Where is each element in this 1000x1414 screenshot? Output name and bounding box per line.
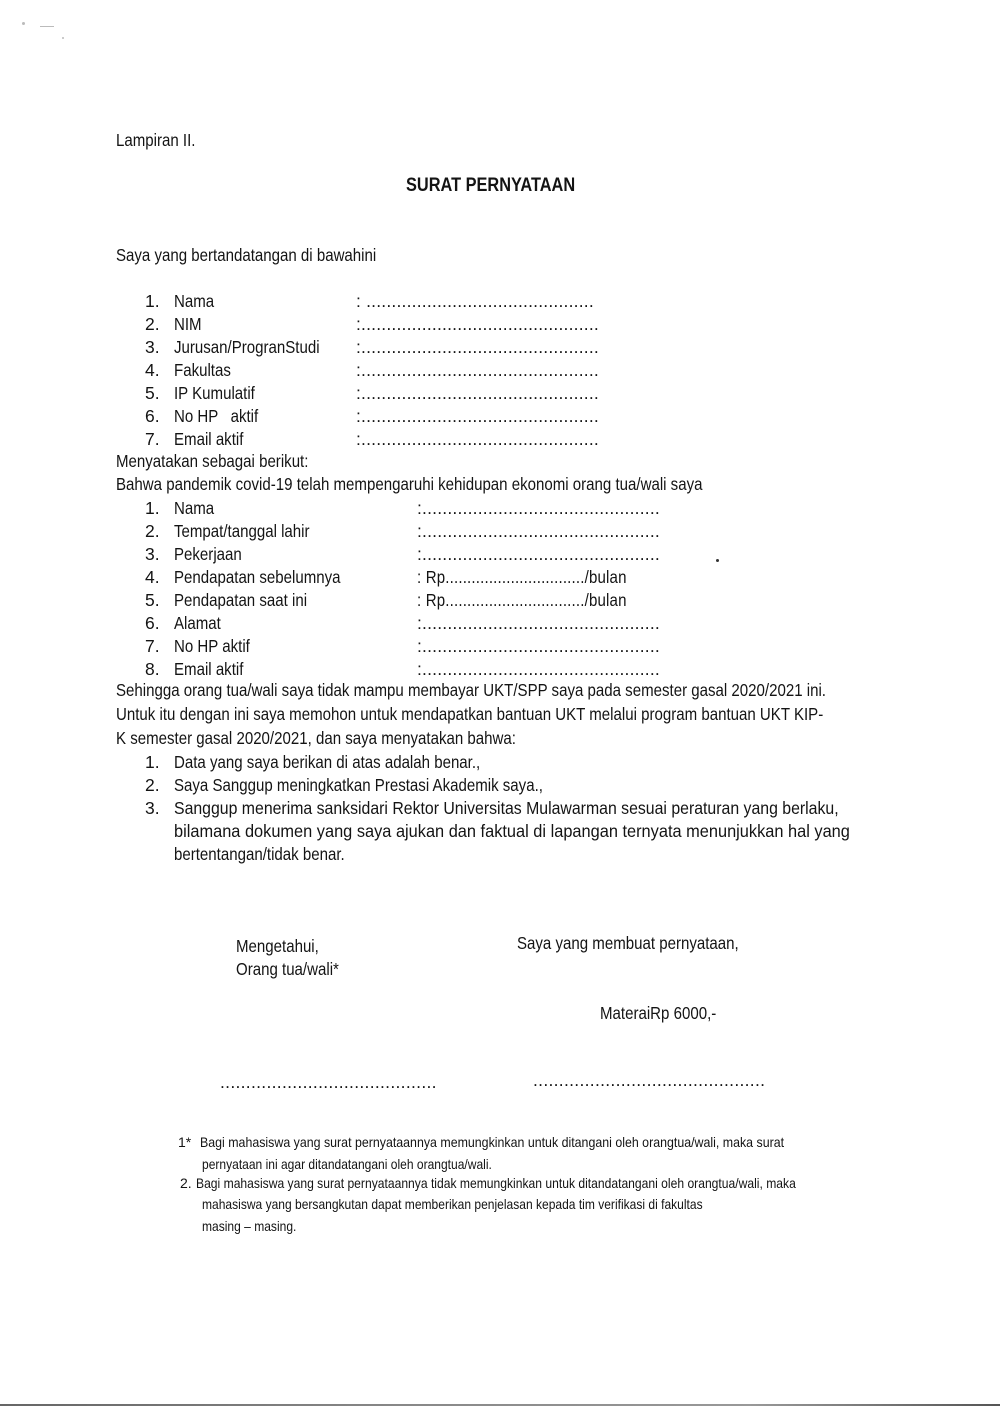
- footnote-2-line-1: Bagi mahasiswa yang surat pernyataannya tidak memungkinkan untuk ditandatangani oleh orangtua/wali, maka: [196, 1175, 796, 1191]
- field-number: 7.: [145, 429, 160, 449]
- item-text: Data yang saya berikan di atas adalah benar.,: [174, 752, 481, 772]
- scan-edge-line: [0, 1404, 1000, 1406]
- footnote-1-number: 1*: [178, 1134, 192, 1150]
- field-blank[interactable]: :...............................................: [417, 521, 660, 541]
- field-label: Jurusan/ProgranStudi: [174, 337, 320, 357]
- field-label: Pekerjaan: [174, 544, 242, 564]
- item-number: 1.: [145, 752, 160, 772]
- inability-statement: Sehingga orang tua/wali saya tidak mampu membayar UKT/SPP saya pada semester gasal 2020/2021 ini.: [116, 680, 826, 700]
- field-blank[interactable]: :...............................................: [417, 659, 660, 679]
- scan-artifact: [716, 559, 719, 562]
- field-label: Pendapatan saat ini: [174, 590, 308, 610]
- field-blank[interactable]: : .............................................: [356, 291, 594, 311]
- field-label: Fakultas: [174, 360, 231, 380]
- field-label: No HP aktif: [174, 406, 259, 426]
- field-number: 5.: [145, 590, 160, 610]
- intro-text: Saya yang bertandatangan di bawahini: [116, 245, 377, 265]
- field-blank[interactable]: :...............................................: [417, 544, 660, 564]
- field-number: 4.: [145, 360, 160, 380]
- commitment-item: [145, 775, 543, 796]
- request-line-1: Untuk itu dengan ini saya memohon untuk mendapatkan bantuan UKT melalui program bantuan UKT KIP-: [116, 704, 824, 724]
- stamp-duty-label: MateraiRp 6000,-: [600, 1003, 717, 1023]
- footnote-1-line-2: pernyataan ini agar ditandatangani oleh orangtua/wali.: [202, 1156, 492, 1172]
- field-blank[interactable]: :...............................................: [417, 636, 660, 656]
- commitment-3-line-2: bilamana dokumen yang saya ajukan dan faktual di lapangan ternyata menunjukkan hal yang: [174, 821, 850, 841]
- declaration-heading: Menyatakan sebagai berikut:: [116, 451, 309, 471]
- field-label: IP Kumulatif: [174, 383, 255, 403]
- field-label: Nama: [174, 291, 215, 311]
- field-number: 2.: [145, 521, 160, 541]
- request-line-2: K semester gasal 2020/2021, dan saya menyatakan bahwa:: [116, 728, 516, 748]
- field-blank[interactable]: :...............................................: [356, 383, 599, 403]
- field-blank[interactable]: :...............................................: [356, 360, 599, 380]
- footnote-2-line-3: masing – masing.: [202, 1218, 297, 1234]
- field-number: 6.: [145, 406, 160, 426]
- commitment-item: [145, 798, 160, 819]
- field-blank[interactable]: :...............................................: [356, 314, 599, 334]
- field-label: Nama: [174, 498, 215, 518]
- field-number: 2.: [145, 314, 160, 334]
- field-label: Tempat/tanggal lahir: [174, 521, 310, 541]
- field-number: 5.: [145, 383, 160, 403]
- field-number: 4.: [145, 567, 160, 587]
- field-label: Pendapatan sebelumnya: [174, 567, 341, 587]
- field-blank[interactable]: :...............................................: [356, 337, 599, 357]
- footnote-1-line-1: Bagi mahasiswa yang surat pernyataannya memungkinkan untuk ditangani oleh orangtua/wali, maka surat: [200, 1134, 785, 1150]
- field-number: 3.: [145, 544, 160, 564]
- scan-artifact: [40, 26, 54, 27]
- field-number: 8.: [145, 659, 160, 679]
- field-label: No HP aktif: [174, 636, 250, 656]
- signature-left-heading: Mengetahui,: [236, 936, 319, 956]
- scan-artifact: [62, 37, 64, 39]
- signature-right-heading: Saya yang membuat pernyataan,: [517, 933, 739, 953]
- student-signature-blank[interactable]: .............................................: [533, 1070, 766, 1090]
- field-blank[interactable]: :...............................................: [417, 613, 660, 633]
- parent-signature-blank[interactable]: ..........................................: [220, 1072, 437, 1092]
- attachment-label: Lampiran II.: [116, 130, 196, 150]
- field-number: 6.: [145, 613, 160, 633]
- field-blank[interactable]: :...............................................: [356, 429, 599, 449]
- document-title: SURAT PERNYATAAN: [406, 175, 576, 196]
- field-number: 1.: [145, 498, 160, 518]
- item-number: 2.: [145, 775, 160, 795]
- commitment-3-line-3: bertentangan/tidak benar.: [174, 844, 345, 864]
- footnote-2-number: 2.: [180, 1175, 192, 1191]
- field-label: Alamat: [174, 613, 221, 633]
- field-blank[interactable]: :...............................................: [417, 498, 660, 518]
- signature-left-role: Orang tua/wali*: [236, 959, 339, 979]
- field-label: Email aktif: [174, 429, 244, 449]
- field-blank[interactable]: : Rp................................/bulan: [417, 590, 627, 610]
- footnote-2-line-2: mahasiswa yang bersangkutan dapat memberikan penjelasan kepada tim verifikasi di fakultas: [202, 1196, 703, 1212]
- pandemic-statement: Bahwa pandemik covid-19 telah mempengaruhi kehidupan ekonomi orang tua/wali saya: [116, 474, 703, 494]
- scan-artifact: [22, 22, 25, 25]
- field-label: Email aktif: [174, 659, 244, 679]
- field-number: 7.: [145, 636, 160, 656]
- field-blank[interactable]: :...............................................: [356, 406, 599, 426]
- field-number: 1.: [145, 291, 160, 311]
- commitment-item: [145, 752, 481, 773]
- field-number: 3.: [145, 337, 160, 357]
- field-label: NIM: [174, 314, 202, 334]
- item-text: Saya Sanggup meningkatkan Prestasi Akademik saya.,: [174, 775, 543, 795]
- item-number: 3.: [145, 798, 160, 818]
- field-blank[interactable]: : Rp................................/bulan: [417, 567, 627, 587]
- commitment-3-line-1: Sanggup menerima sanksidari Rektor Universitas Mulawarman sesuai peraturan yang berlaku,: [174, 798, 839, 818]
